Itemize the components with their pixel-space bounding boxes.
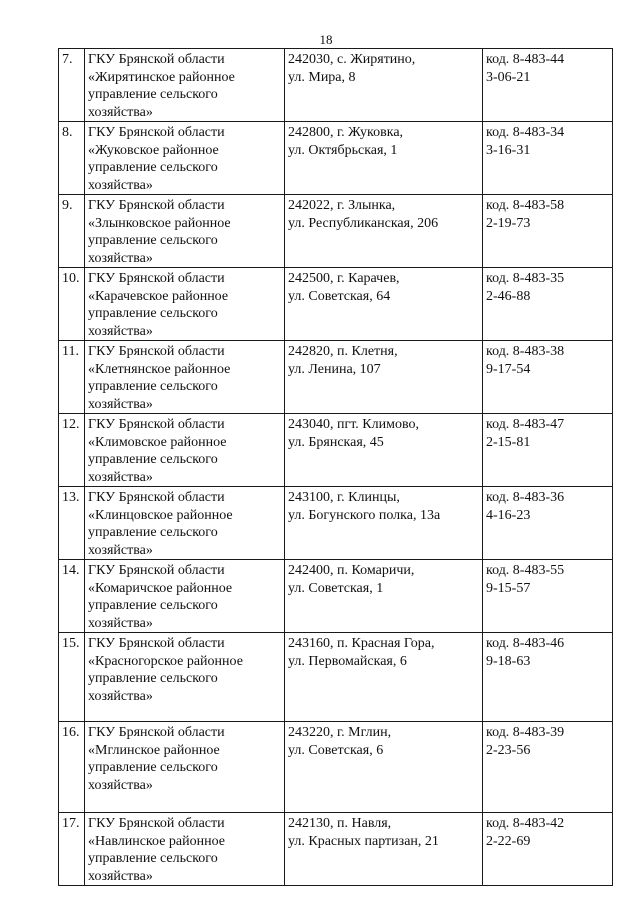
row-number: 8.: [59, 122, 85, 195]
agency-address: 243160, п. Красная Гора, ул. Первомайская, 6: [285, 633, 483, 722]
agency-address: 242800, г. Жуковка, ул. Октябрьская, 1: [285, 122, 483, 195]
row-number: 14.: [59, 560, 85, 633]
agency-address: 242030, с. Жирятино, ул. Мира, 8: [285, 49, 483, 122]
agency-phone: код. 8-483-35 2-46-88: [483, 268, 613, 341]
table-row: [59, 633, 613, 722]
row-number: 12.: [59, 414, 85, 487]
agency-name: ГКУ Брянской области «Красногорское районное управление сельского хозяйства»: [85, 633, 285, 722]
agency-address: 243040, пгт. Климово, ул. Брянская, 45: [285, 414, 483, 487]
agency-address: 243100, г. Клинцы, ул. Богунского полка, 13а: [285, 487, 483, 560]
agency-address: 242500, г. Карачев, ул. Советская, 64: [285, 268, 483, 341]
agency-phone: код. 8-483-42 2-22-69: [483, 813, 613, 886]
table-row: [59, 722, 613, 813]
agency-name: ГКУ Брянской области «Жирятинское районное управление сельского хозяйства»: [85, 49, 285, 122]
agency-name: ГКУ Брянской области «Комаричское районное управление сельского хозяйства»: [85, 560, 285, 633]
agency-phone: код. 8-483-36 4-16-23: [483, 487, 613, 560]
agency-name: ГКУ Брянской области «Злынковское районное управление сельского хозяйства»: [85, 195, 285, 268]
row-number: 7.: [59, 49, 85, 122]
agency-name: ГКУ Брянской области «Карачевское районное управление сельского хозяйства»: [85, 268, 285, 341]
agency-name: ГКУ Брянской области «Клинцовское районное управление сельского хозяйства»: [85, 487, 285, 560]
table-row: [59, 414, 613, 487]
agency-address: 242400, п. Комаричи, ул. Советская, 1: [285, 560, 483, 633]
table-row: [59, 341, 613, 414]
table-row: [59, 195, 613, 268]
table-row: [59, 268, 613, 341]
agency-phone: код. 8-483-44 3-06-21: [483, 49, 613, 122]
row-number: 9.: [59, 195, 85, 268]
agencies-table: [58, 48, 613, 886]
agency-address: 243220, г. Мглин, ул. Советская, 6: [285, 722, 483, 813]
row-number: 17.: [59, 813, 85, 886]
page-number: 18: [319, 32, 333, 47]
table-row: [59, 560, 613, 633]
agency-phone: код. 8-483-46 9-18-63: [483, 633, 613, 722]
row-number: 13.: [59, 487, 85, 560]
table-row: [59, 49, 613, 122]
agency-phone: код. 8-483-39 2-23-56: [483, 722, 613, 813]
agency-phone: код. 8-483-34 3-16-31: [483, 122, 613, 195]
agency-address: 242022, г. Злынка, ул. Республиканская, 206: [285, 195, 483, 268]
agency-phone: код. 8-483-55 9-15-57: [483, 560, 613, 633]
row-number: 11.: [59, 341, 85, 414]
agency-name: ГКУ Брянской области «Клетнянское районное управление сельского хозяйства»: [85, 341, 285, 414]
agency-name: ГКУ Брянской области «Жуковское районное управление сельского хозяйства»: [85, 122, 285, 195]
row-number: 15.: [59, 633, 85, 722]
agency-name: ГКУ Брянской области «Навлинское районное управление сельского хозяйства»: [85, 813, 285, 886]
agency-phone: код. 8-483-58 2-19-73: [483, 195, 613, 268]
agency-address: 242820, п. Клетня, ул. Ленина, 107: [285, 341, 483, 414]
table-row: [59, 813, 613, 886]
agency-name: ГКУ Брянской области «Мглинское районное управление сельского хозяйства»: [85, 722, 285, 813]
agency-address: 242130, п. Навля, ул. Красных партизан, 21: [285, 813, 483, 886]
table-row: [59, 487, 613, 560]
table-row: [59, 122, 613, 195]
row-number: 10.: [59, 268, 85, 341]
agency-name: ГКУ Брянской области «Климовское районное управление сельского хозяйства»: [85, 414, 285, 487]
agency-phone: код. 8-483-38 9-17-54: [483, 341, 613, 414]
row-number: 16.: [59, 722, 85, 813]
agency-phone: код. 8-483-47 2-15-81: [483, 414, 613, 487]
